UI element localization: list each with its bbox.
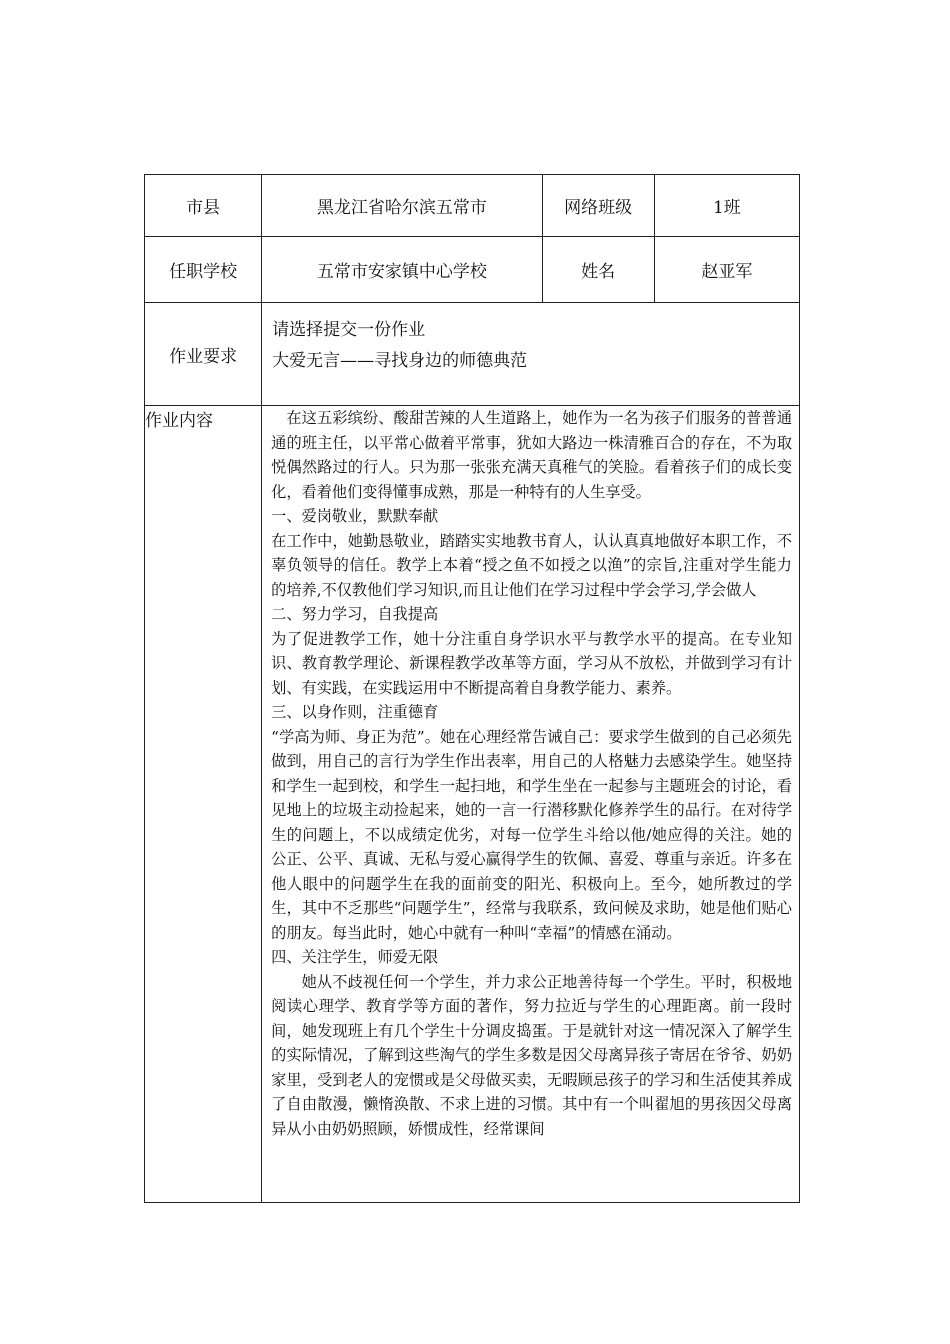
content-paragraph: 在这五彩缤纷、酸甜苦辣的人生道路上，她作为一名为孩子们服务的普普通通的班主任，以平常心做着平常事，犹如大路边一株清雅百合的存在，不为取悦偶然路过的行人。只为那一张张充满天真稚气的笑脸。看着孩子们的成长变化，看着他们变得懂事成熟，那是一种特有的人生享受。 bbox=[271, 409, 792, 501]
requirement-label: 作业要求 bbox=[145, 303, 262, 406]
class-label: 网络班级 bbox=[542, 175, 654, 237]
section-heading: 一、爱岗敬业，默默奉献 bbox=[271, 507, 439, 525]
section-heading: 三、以身作则，注重德育 bbox=[271, 703, 439, 721]
name-value: 赵亚军 bbox=[654, 237, 799, 303]
content-label: 作业内容 bbox=[145, 406, 262, 1203]
school-label: 任职学校 bbox=[145, 237, 262, 303]
section-heading: 四、关注学生，师爱无限 bbox=[271, 948, 439, 966]
content-paragraph: “学高为师、身正为范”。她在心理经常告诫自己：要求学生做到的自己必须先做到，用自己的言行为学生作出表率，用自己的人格魅力去感染学生。她坚持和学生一起到校，和学生一起扫地，和学生坐在一起参与主题班会的讨论，看见地上的垃圾主动捡起来，她的一言一行潜移默化修养学生的品行。在对待学生的问题上，不以成绩定优劣，对每一位学生斗给以他/她应得的关注。她的公正、公平、真诚、无私与爱心赢得学生的钦佩、喜爱、尊重与亲近。许多在他人眼中的问题学生在我的面前变的阳光、积极向上。至今，她所教过的学生，其中不乏那些“问题学生”，经常与我联系，致问候及求助，她是他们贴心的朋友。每当此时，她心中就有一种叫“幸福”的情感在涌动。 bbox=[271, 727, 792, 942]
class-value: 1班 bbox=[654, 175, 799, 237]
content-paragraph: 她从不歧视任何一个学生，并力求公正地善待每一个学生。平时，积极地阅读心理学、教育学等方面的著作，努力拉近与学生的心理距离。前一段时间，她发现班上有几个学生十分调皮捣蛋。于是就针对这一情况深入了解学生的实际情况，了解到这些淘气的学生多数是因父母离异孩子寄居在爷爷、奶奶家里，受到老人的宠惯或是父母做买卖，无暇顾忌孩子的学习和生活使其养成了自由散漫，懒惰涣散、不求上进的习惯。其中有一个叫翟旭的男孩因父母离异从小由奶奶照顾，娇惯成性，经常课间 bbox=[271, 972, 792, 1138]
table-row bbox=[145, 303, 800, 406]
school-value: 五常市安家镇中心学校 bbox=[262, 237, 542, 303]
section-heading: 二、努力学习，自我提高 bbox=[271, 605, 439, 623]
requirement-line-2: 大爱无言——寻找身边的师德典范 bbox=[272, 351, 528, 371]
content-body bbox=[262, 406, 799, 1202]
city-label: 市县 bbox=[145, 175, 262, 237]
info-table bbox=[144, 174, 800, 1203]
table-row bbox=[145, 406, 800, 1203]
content-cell bbox=[262, 406, 800, 1203]
table-row bbox=[145, 237, 800, 303]
name-label: 姓名 bbox=[542, 237, 654, 303]
content-paragraph: 为了促进教学工作，她十分注重自身学识水平与教学水平的提高。在专业知识、教育教学理论、新课程教学改革等方面，学习从不放松，并做到学习有计划、有实践，在实践运用中不断提高着自身教学能力、素养。 bbox=[271, 629, 792, 697]
content-paragraph: 在工作中，她勤恳敬业，踏踏实实地教书育人，认认真真地做好本职工作，不辜负领导的信任。教学上本着“授之鱼不如授之以渔”的宗旨,注重对学生能力的培养,不仅教他们学习知识,而且让他们在学习过程中学会学习,学会做人 bbox=[271, 531, 792, 599]
city-value: 黑龙江省哈尔滨五常市 bbox=[262, 175, 542, 237]
table-row bbox=[145, 175, 800, 237]
requirement-line-1: 请选择提交一份作业 bbox=[272, 320, 426, 340]
requirement-cell bbox=[262, 303, 800, 406]
